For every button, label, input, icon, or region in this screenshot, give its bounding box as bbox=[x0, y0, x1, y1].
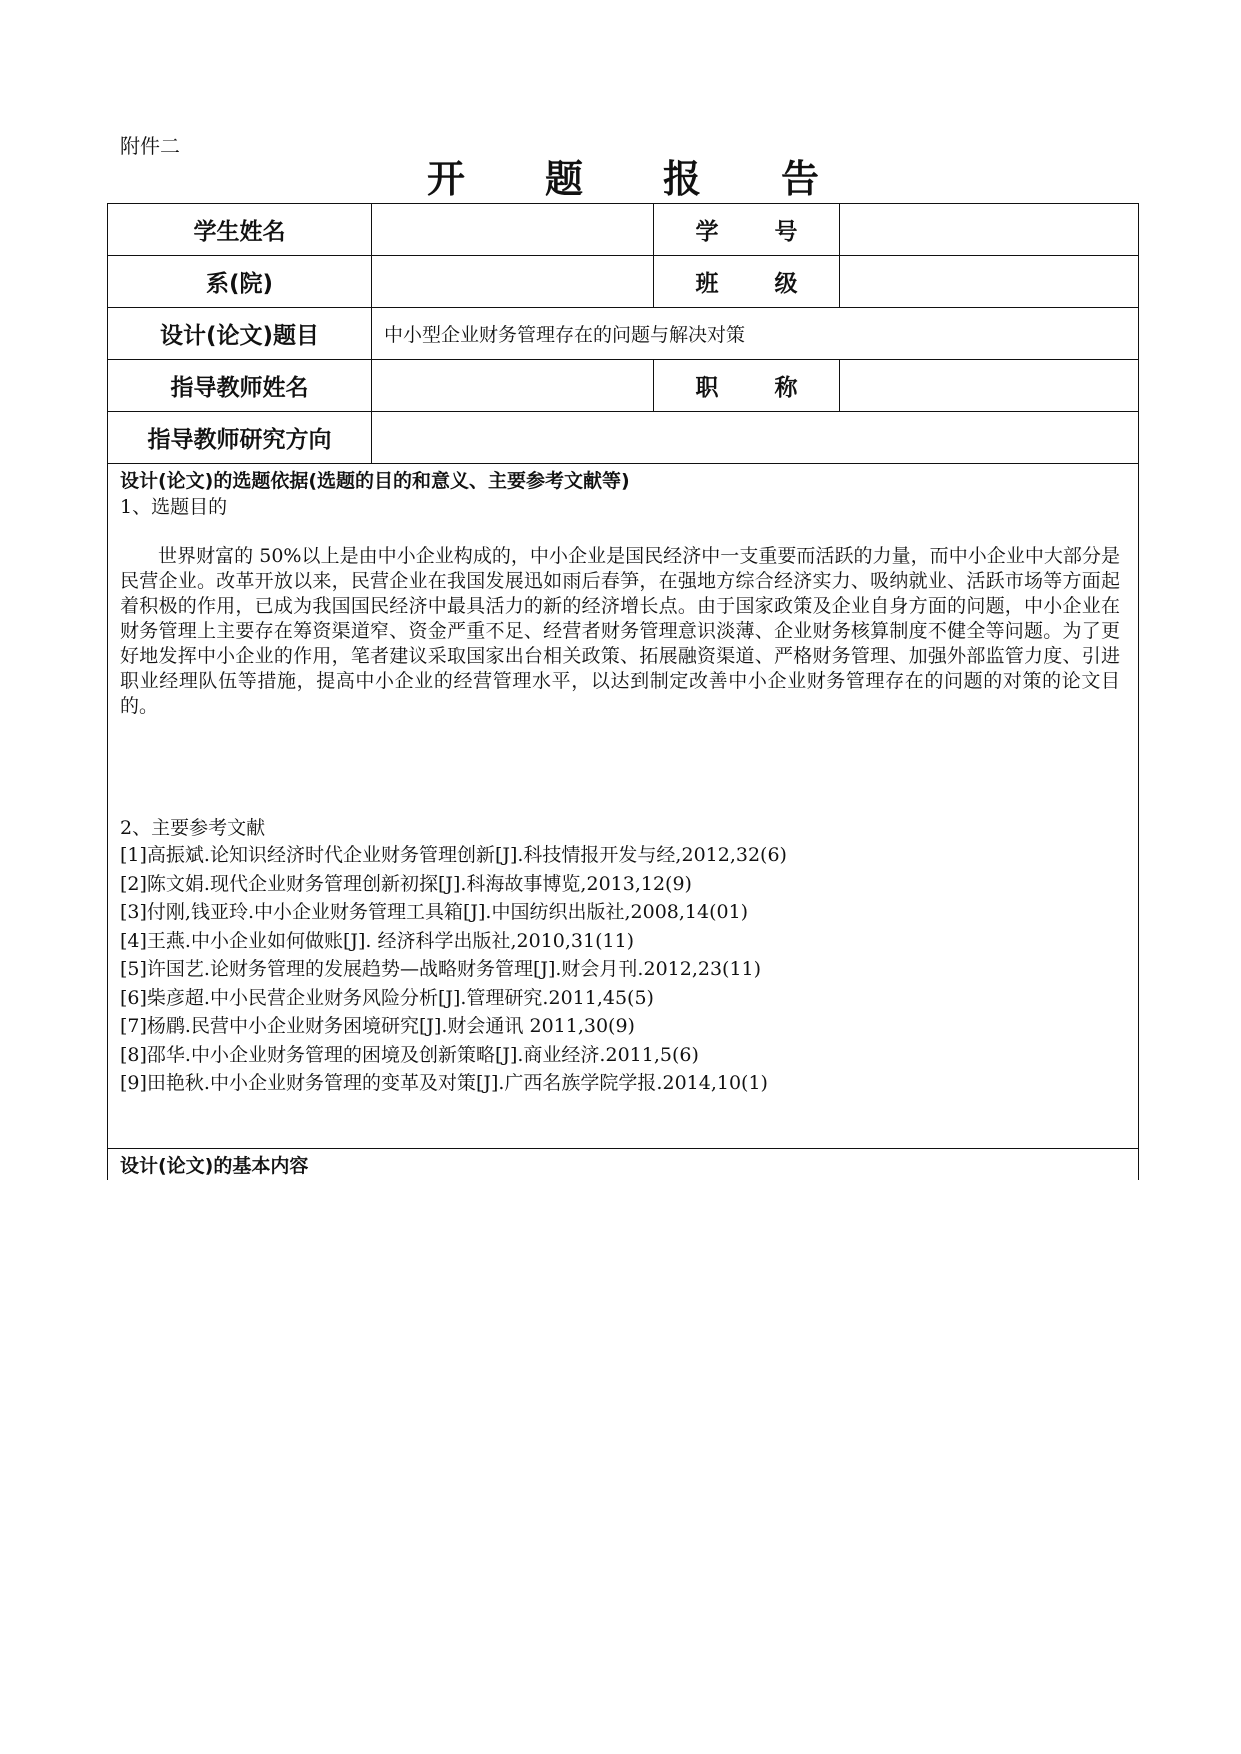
title-char: 报 bbox=[663, 157, 702, 201]
basis-section bbox=[108, 464, 1139, 1149]
table-row bbox=[108, 1149, 1139, 1181]
table-row bbox=[108, 308, 1139, 360]
advisor-direction-field[interactable] bbox=[372, 412, 1139, 464]
list-item: [2]陈文娟.现代企业财务管理创新初探[J].科海故事博览,2013,12(9) bbox=[120, 872, 692, 895]
advisor-name-field[interactable] bbox=[372, 360, 654, 412]
list-item: [4]王燕.中小企业如何做账[J]. 经济科学出版社,2010,31(11) bbox=[120, 929, 635, 952]
table-row bbox=[108, 412, 1139, 464]
advisor-direction-label: 指导教师研究方向 bbox=[108, 412, 372, 464]
job-title-field[interactable] bbox=[840, 360, 1139, 412]
table-row bbox=[108, 360, 1139, 412]
list-item: [6]柴彦超.中小民营企业财务风险分析[J].管理研究.2011,45(5) bbox=[120, 986, 654, 1009]
proposal-form-table bbox=[107, 203, 1139, 1180]
title-char: 题 bbox=[544, 157, 583, 201]
advisor-name-label: 指导教师姓名 bbox=[108, 360, 372, 412]
list-item: [8]邵华.中小企业财务管理的困境及创新策略[J].商业经济.2011,5(6) bbox=[120, 1043, 699, 1066]
class-field[interactable] bbox=[840, 256, 1139, 308]
topic-field[interactable]: 中小型企业财务管理存在的问题与解决对策 bbox=[372, 308, 1139, 360]
list-item: [5]许国艺.论财务管理的发展趋势—战略财务管理[J].财会月刊.2012,23(11) bbox=[120, 958, 762, 980]
page-title bbox=[106, 156, 1140, 202]
table-row bbox=[108, 464, 1139, 1149]
purpose-heading: 1、选题目的 bbox=[120, 496, 228, 518]
list-item: [1]高振斌.论知识经济时代企业财务管理创新[J].科技情报开发与经,2012,32(6) bbox=[120, 844, 787, 866]
content-section bbox=[108, 1149, 1139, 1181]
department-field[interactable] bbox=[372, 256, 654, 308]
table-row bbox=[108, 256, 1139, 308]
list-item: [3]付刚,钱亚玲.中小企业财务管理工具箱[J].中国纺织出版社,2008,14(01) bbox=[120, 901, 749, 923]
list-item: [9]田艳秋.中小企业财务管理的变革及对策[J].广西名族学院学报.2014,10(1) bbox=[120, 1072, 768, 1094]
class-label: 班 级 bbox=[654, 256, 840, 308]
references-list bbox=[120, 841, 1120, 1098]
department-label: 系(院) bbox=[108, 256, 372, 308]
list-item: [7]杨鹛.民营中小企业财务困境研究[J].财会通讯 2011,30(9) bbox=[120, 1015, 635, 1037]
references-heading: 2、主要参考文献 bbox=[120, 817, 266, 839]
student-name-field[interactable] bbox=[372, 204, 654, 256]
basis-heading: 设计(论文)的选题依据(选题的目的和意义、主要参考文献等) bbox=[120, 470, 630, 492]
title-char: 告 bbox=[781, 157, 820, 201]
student-id-label: 学 号 bbox=[654, 204, 840, 256]
topic-label: 设计(论文)题目 bbox=[108, 308, 372, 360]
job-title-label: 职 称 bbox=[654, 360, 840, 412]
table-row bbox=[108, 204, 1139, 256]
purpose-paragraph: 世界财富的 50%以上是由中小企业构成的，中小企业是国民经济中一支重要而活跃的力量，而中小企业中大部分是民营企业。改革开放以来，民营企业在我国发展迅如雨后春笋，在强地方综合经济实力、吸纳就业、活跃市场等方面起着积极的作用，已成为我国国民经济中最具活力的新的经济增长点。由于国家政策及企业自身方面的问题，中小企业在财务管理上主要存在筹资渠道窄、资金严重不足、经营者财务管理意识淡薄、企业财务核算制度不健全等问题。为了更好地发挥中小企业的作用，笔者建议采取国家出台相关政策、拓展融资渠道、严格财务管理、加强外部监管力度、引进职业经理队伍等措施，提高中小企业的经营管理水平，以达到制定改善中小企业财务管理存在的问题的对策的论文目的。 bbox=[120, 545, 1120, 717]
attachment-label: 附件二 bbox=[120, 134, 180, 158]
content-heading: 设计(论文)的基本内容 bbox=[120, 1155, 309, 1177]
student-id-field[interactable] bbox=[840, 204, 1139, 256]
title-char: 开 bbox=[426, 157, 465, 201]
student-name-label: 学生姓名 bbox=[108, 204, 372, 256]
